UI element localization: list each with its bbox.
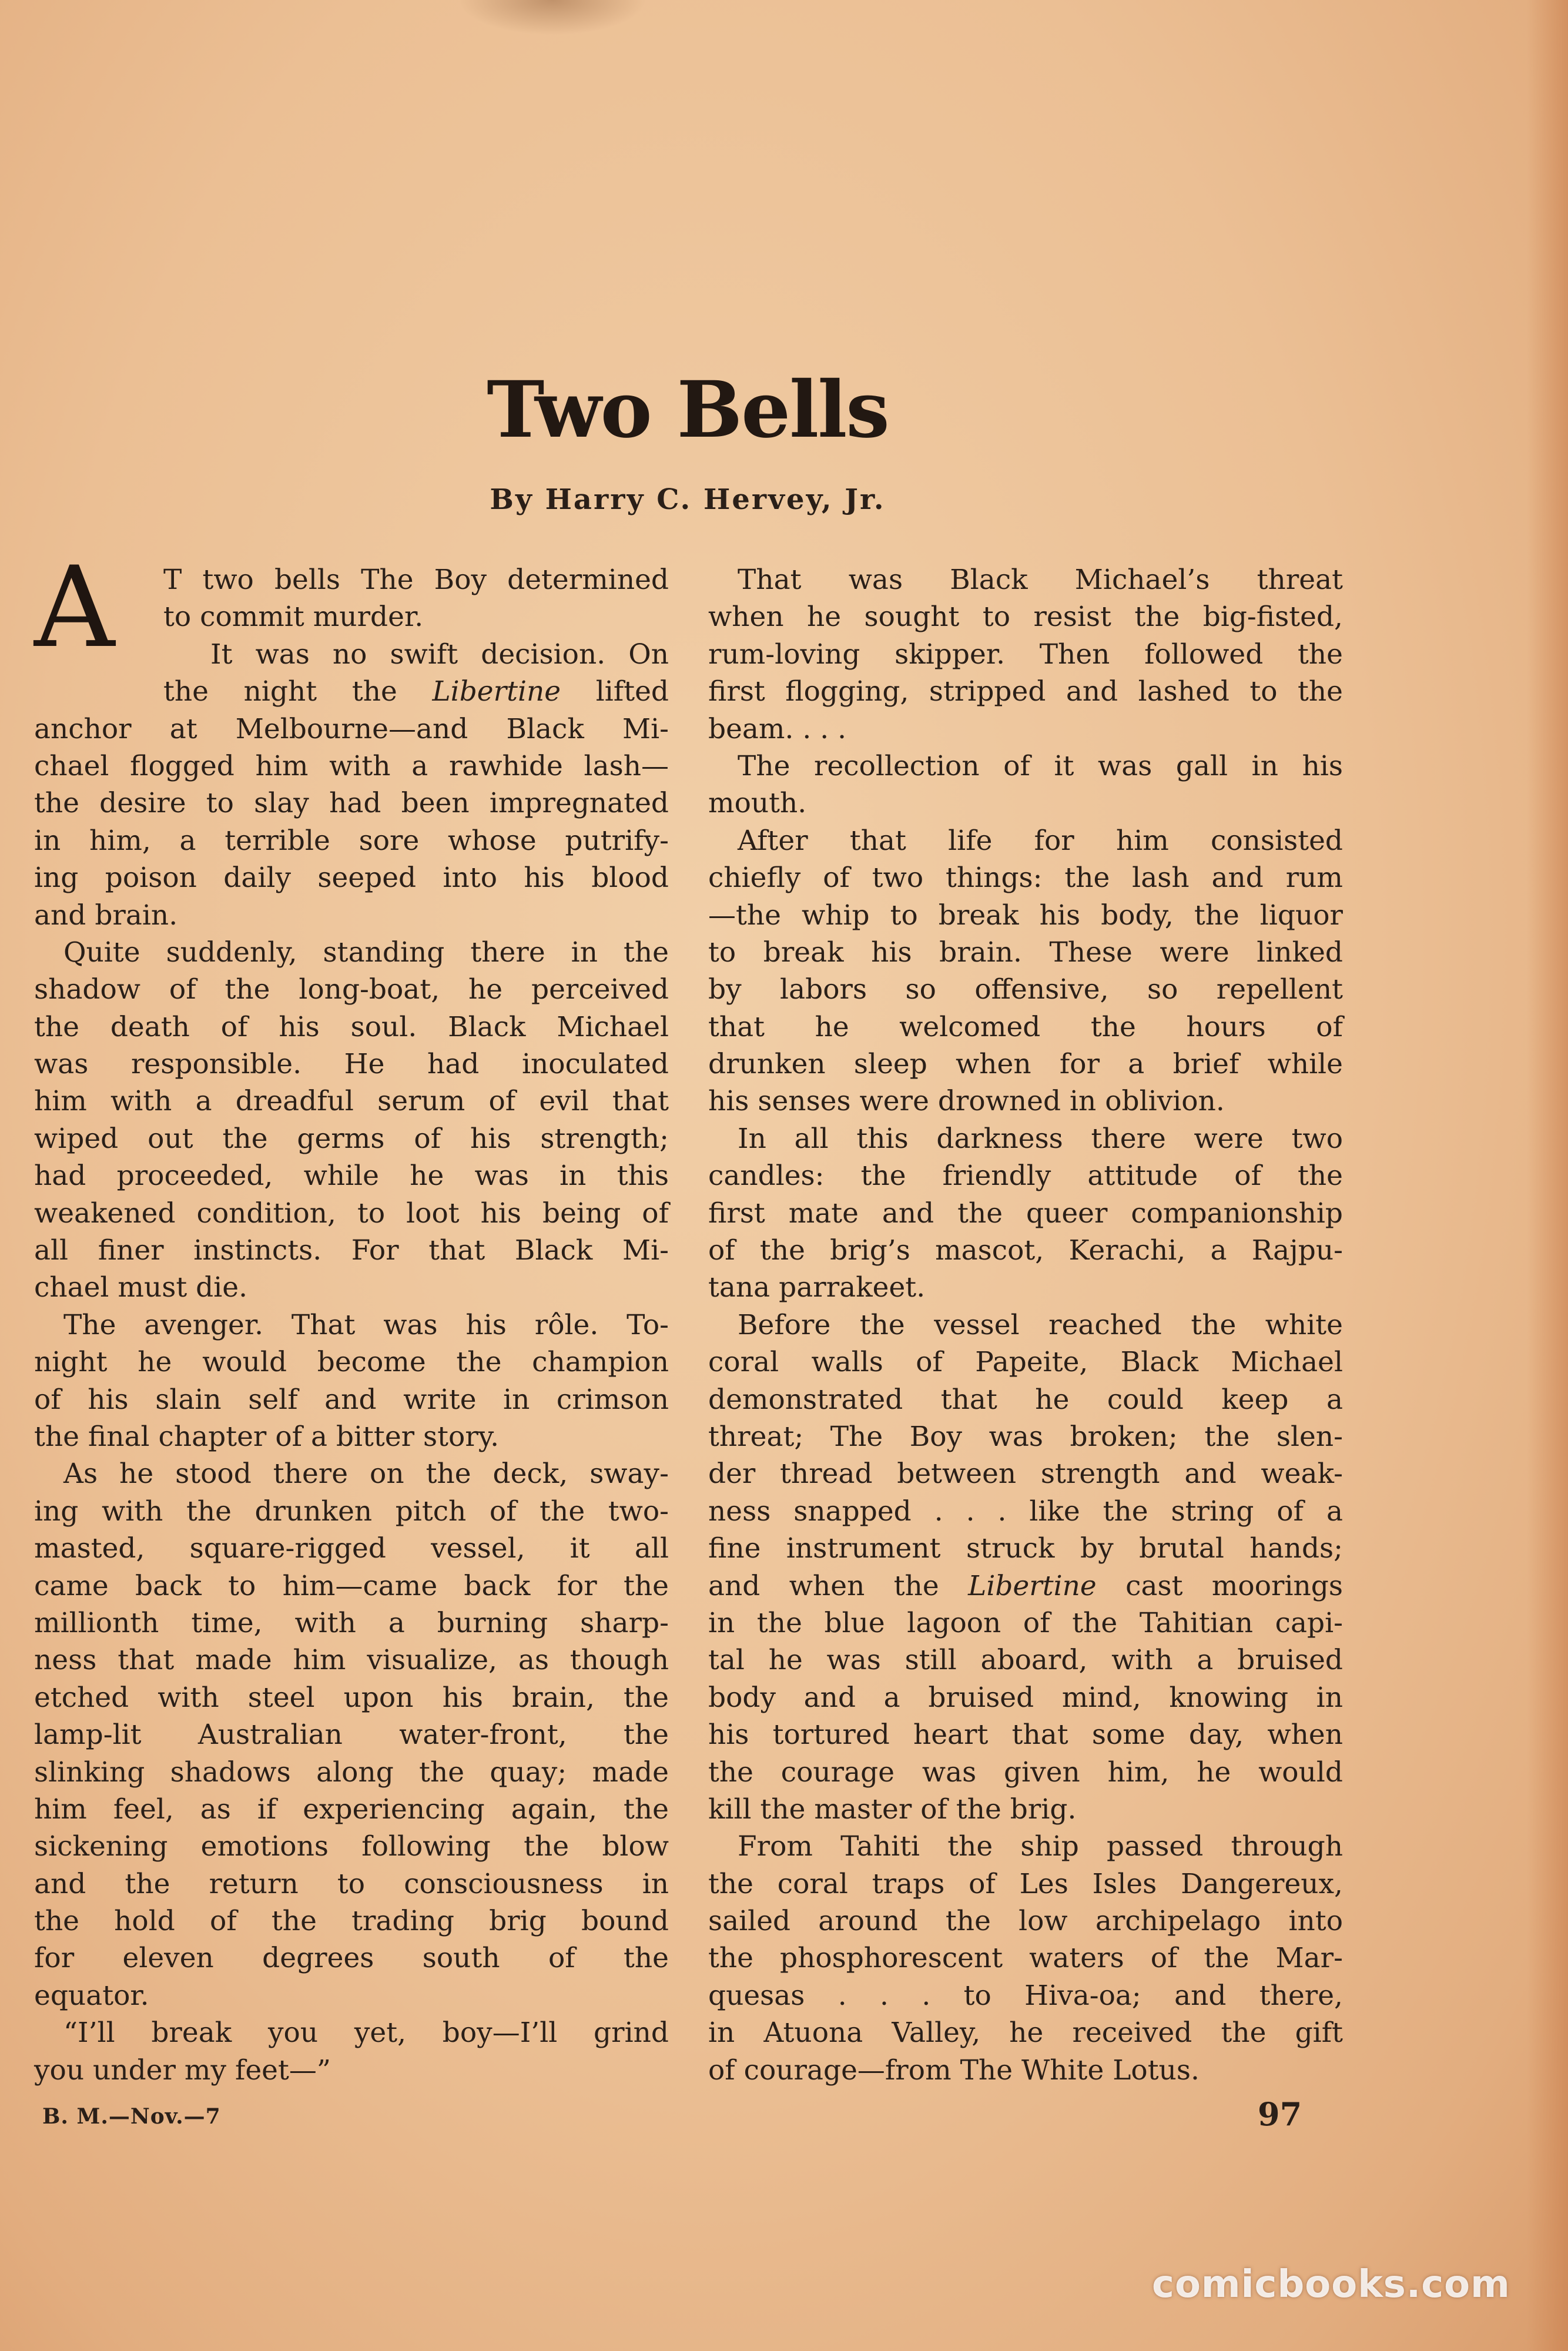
text-line: the courage was given him, he would xyxy=(708,1756,1343,1789)
text-line: for eleven degrees south of the xyxy=(34,1942,669,1975)
text-line: sickening emotions following the blow xyxy=(34,1830,669,1863)
text-line: night he would become the champion xyxy=(34,1346,669,1379)
text-line: tana parrakeet. xyxy=(708,1271,926,1304)
text-line: chiefly of two things: the lash and rum xyxy=(708,862,1343,895)
text-line: his senses were drowned in oblivion. xyxy=(708,1085,1225,1118)
text-line: his tortured heart that some day, when xyxy=(708,1719,1343,1751)
text-line: beam. . . . xyxy=(708,712,847,745)
text-line: all finer instincts. For that Black Mi- xyxy=(34,1234,669,1267)
text-line: threat; The Boy was broken; the slen- xyxy=(708,1420,1343,1453)
text-line: masted, square-rigged vessel, it all xyxy=(34,1532,669,1565)
text-line: Quite suddenly, standing there in the xyxy=(63,936,669,969)
paper-stain xyxy=(458,0,646,35)
text-line: wiped out the germs of his strength; xyxy=(34,1122,669,1155)
text-line: ness snapped . . . like the string of a xyxy=(708,1495,1343,1528)
text-line: him feel, as if experiencing again, the xyxy=(34,1793,669,1826)
text-line: mouth. xyxy=(708,787,807,820)
text-line: him with a dreadful serum of evil that xyxy=(34,1085,669,1118)
text-line: —the whip to break his body, the liquor xyxy=(708,899,1343,932)
text-line: the phosphorescent waters of the Mar- xyxy=(708,1942,1343,1975)
right-column xyxy=(708,561,1343,2089)
signature-mark: B. M.—Nov.—7 xyxy=(42,2104,221,2129)
text-line: you under my feet—” xyxy=(34,2054,331,2087)
text-line: the coral traps of Les Isles Dangereux, xyxy=(708,1867,1343,1900)
text-line: came back to him—came back for the xyxy=(34,1569,669,1602)
drop-cap: A xyxy=(34,542,115,672)
author-byline: By Harry C. Hervey, Jr. xyxy=(490,483,886,516)
text-line: kill the master of the brig. xyxy=(708,1793,1077,1826)
text-line: the final chapter of a bitter story. xyxy=(34,1420,500,1453)
text-line: the hold of the trading brig bound xyxy=(34,1905,669,1938)
text-line: and brain. xyxy=(34,899,178,932)
text-line: had proceeded, while he was in this xyxy=(34,1160,669,1193)
text-line: quesas . . . to Hiva-oa; and there, xyxy=(708,1979,1343,2012)
text-line: to break his brain. These were linked xyxy=(708,936,1343,969)
text-line: to commit murder. xyxy=(163,601,424,634)
text-line: when he sought to resist the big-fisted, xyxy=(708,601,1343,634)
text-line: in him, a terrible sore whose putrify- xyxy=(34,824,669,857)
text-line: in the blue lagoon of the Tahitian capi- xyxy=(708,1606,1343,1639)
text-line: millionth time, with a burning sharp- xyxy=(34,1606,669,1639)
text-line: chael flogged him with a rawhide lash— xyxy=(34,749,669,782)
text-line: the desire to slay had been impregnated xyxy=(34,787,669,820)
text-line: candles: the friendly attitude of the xyxy=(708,1160,1343,1193)
text-line: From Tahiti the ship passed through xyxy=(738,1830,1343,1863)
text-line: of the brig’s mascot, Kerachi, a Rajpu- xyxy=(708,1234,1343,1267)
text-line: and when the Libertine cast moorings xyxy=(708,1569,1343,1602)
text-line: first mate and the queer companionship xyxy=(708,1197,1343,1230)
text-line: anchor at Melbourne—and Black Mi- xyxy=(34,712,669,745)
text-line: fine instrument struck by brutal hands; xyxy=(708,1532,1343,1565)
text-line: sailed around the low archipelago into xyxy=(708,1905,1343,1938)
text-line: that he welcomed the hours of xyxy=(708,1010,1343,1043)
text-line: Before the vessel reached the white xyxy=(738,1308,1343,1341)
text-line: The avenger. That was his rôle. To- xyxy=(63,1308,669,1341)
text-line: of his slain self and write in crimson xyxy=(34,1383,669,1416)
text-line: first flogging, stripped and lashed to the xyxy=(708,675,1343,708)
text-line: drunken sleep when for a brief while xyxy=(708,1048,1343,1081)
page-number: 97 xyxy=(1258,2095,1302,2133)
text-line: In all this darkness there were two xyxy=(738,1122,1343,1155)
text-line: the night the Libertine lifted xyxy=(163,675,669,708)
text-line: weakened condition, to loot his being of xyxy=(34,1197,669,1230)
text-line: in Atuona Valley, he received the gift xyxy=(708,2017,1343,2049)
text-line: ing with the drunken pitch of the two- xyxy=(34,1495,669,1528)
text-line: etched with steel upon his brain, the xyxy=(34,1681,669,1714)
text-line: body and a bruised mind, knowing in xyxy=(708,1681,1343,1714)
text-line: As he stood there on the deck, sway- xyxy=(63,1458,669,1491)
watermark-logo: comicbooks.com xyxy=(1152,2263,1510,2306)
text-line: After that life for him consisted xyxy=(738,824,1343,857)
text-line: rum-loving skipper. Then followed the xyxy=(708,638,1343,671)
page-edge-shadow xyxy=(1527,0,1568,2351)
text-line: chael must die. xyxy=(34,1271,248,1304)
text-line: tal he was still aboard, with a bruised xyxy=(708,1644,1343,1677)
text-line: the death of his soul. Black Michael xyxy=(34,1010,669,1043)
text-line: and the return to consciousness in xyxy=(34,1867,669,1900)
text-line: ness that made him visualize, as though xyxy=(34,1644,669,1677)
text-line: equator. xyxy=(34,1979,149,2012)
text-line: lamp-lit Australian water-front, the xyxy=(34,1719,669,1751)
text-line: The recollection of it was gall in his xyxy=(738,749,1343,782)
story-title: Two Bells xyxy=(487,364,889,456)
text-line: coral walls of Papeite, Black Michael xyxy=(708,1346,1343,1379)
text-line: of courage—from The White Lotus. xyxy=(708,2054,1200,2087)
text-line: “I’ll break you yet, boy—I’ll grind xyxy=(63,2017,669,2049)
text-line: demonstrated that he could keep a xyxy=(708,1383,1343,1416)
text-line: was responsible. He had inoculated xyxy=(34,1048,669,1081)
text-line: by labors so offensive, so repellent xyxy=(708,973,1343,1006)
text-line: T two bells The Boy determined xyxy=(163,564,669,596)
text-line: That was Black Michael’s threat xyxy=(738,564,1343,596)
text-line: der thread between strength and weak- xyxy=(708,1458,1343,1491)
text-line: shadow of the long-boat, he perceived xyxy=(34,973,669,1006)
text-line: ing poison daily seeped into his blood xyxy=(34,862,669,895)
left-column xyxy=(34,542,669,2089)
text-line: slinking shadows along the quay; made xyxy=(34,1756,669,1789)
text-line: It was no swift decision. On xyxy=(210,638,669,671)
